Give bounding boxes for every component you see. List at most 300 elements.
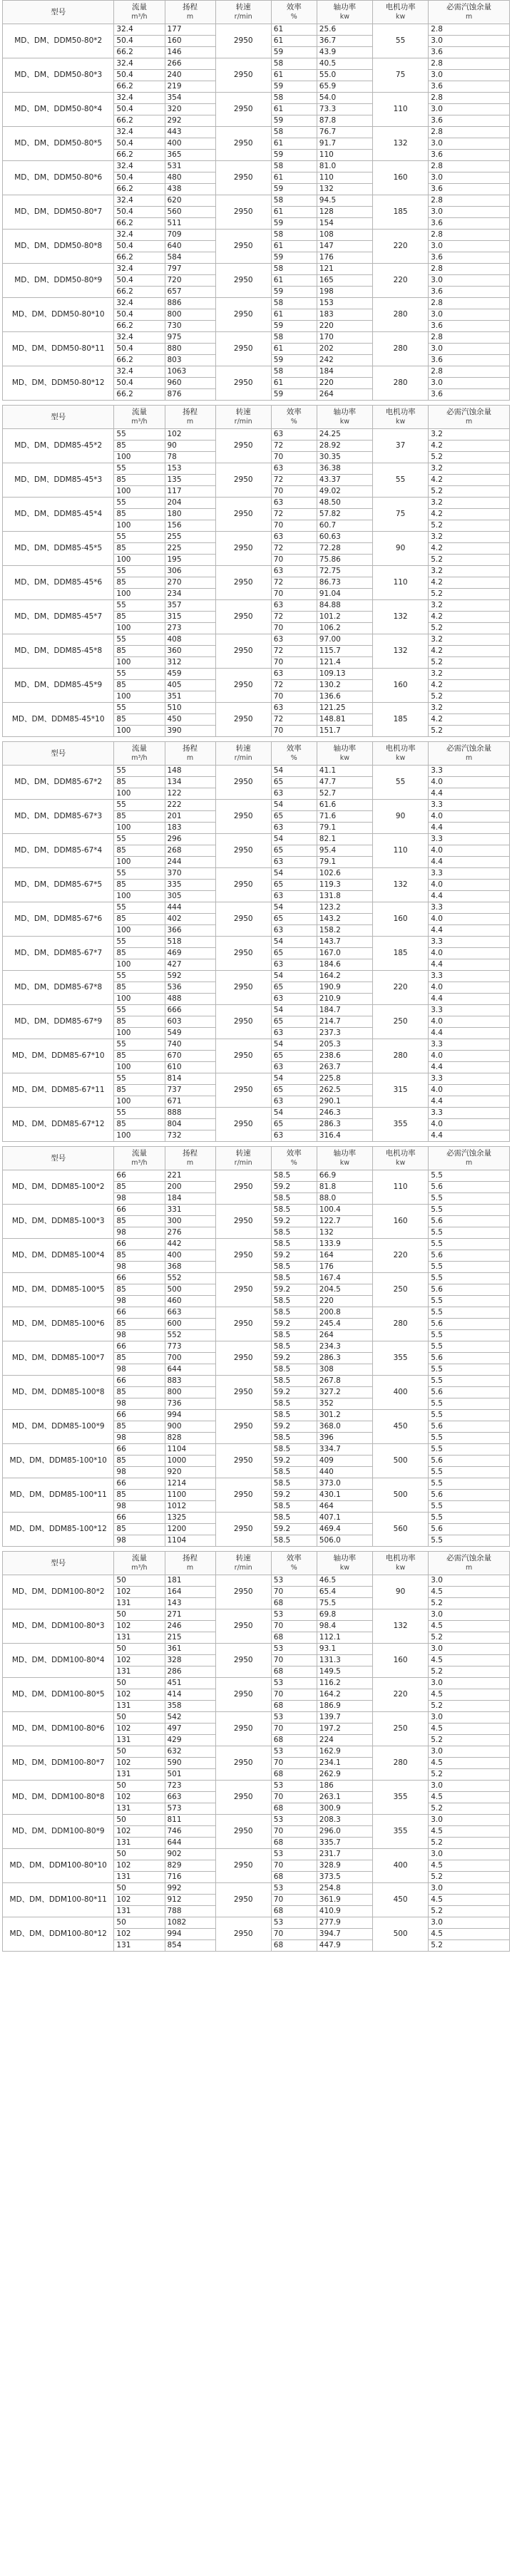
shaft-power-cell: 79.1 xyxy=(317,823,372,834)
efficiency-cell: 59.2 xyxy=(271,1319,317,1330)
speed-cell: 2950 xyxy=(215,600,271,634)
model-name-cell: MD、DM、DDM100-80*6 xyxy=(3,1712,114,1746)
npshr-cell: 3.0 xyxy=(429,1746,510,1758)
flow-cell: 100 xyxy=(114,623,165,634)
column-header-label: 电机功率 xyxy=(385,744,416,753)
head-cell: 644 xyxy=(165,1364,215,1376)
flow-cell: 98 xyxy=(114,1227,165,1239)
efficiency-cell: 58 xyxy=(271,366,317,378)
flow-cell: 131 xyxy=(114,1632,165,1644)
flow-cell: 50.4 xyxy=(114,104,165,115)
npshr-cell: 5.5 xyxy=(429,1398,510,1410)
efficiency-cell: 61 xyxy=(271,172,317,184)
npshr-cell: 4.0 xyxy=(429,1119,510,1130)
npshr-cell: 5.5 xyxy=(429,1513,510,1524)
shaft-power-cell: 164.2 xyxy=(317,971,372,982)
shaft-power-cell: 262.9 xyxy=(317,1769,372,1781)
column-header xyxy=(114,1,165,24)
shaft-power-cell: 136.6 xyxy=(317,691,372,703)
flow-cell: 100 xyxy=(114,994,165,1005)
shaft-power-cell: 131.8 xyxy=(317,891,372,902)
motor-power-cell: 220 xyxy=(372,264,428,298)
flow-cell: 50 xyxy=(114,1609,165,1621)
efficiency-cell: 68 xyxy=(271,1940,317,1952)
shaft-power-cell: 131.3 xyxy=(317,1655,372,1666)
flow-cell: 98 xyxy=(114,1193,165,1205)
npshr-cell: 5.5 xyxy=(429,1535,510,1547)
npshr-cell: 5.6 xyxy=(429,1421,510,1433)
motor-power-cell: 250 xyxy=(372,1273,428,1307)
model-name-cell: MD、DM、DDM85-67*9 xyxy=(3,1005,114,1039)
head-cell: 501 xyxy=(165,1769,215,1781)
shaft-power-cell: 149.5 xyxy=(317,1666,372,1678)
efficiency-cell: 58.5 xyxy=(271,1444,317,1456)
model-name-cell: MD、DM、DDM85-45*6 xyxy=(3,566,114,600)
efficiency-cell: 70 xyxy=(271,1689,317,1701)
head-cell: 156 xyxy=(165,520,215,532)
shaft-power-cell: 132 xyxy=(317,184,372,195)
efficiency-cell: 59.2 xyxy=(271,1216,317,1227)
npshr-cell: 5.5 xyxy=(429,1296,510,1307)
shaft-power-cell: 176 xyxy=(317,252,372,264)
shaft-power-cell: 300.9 xyxy=(317,1803,372,1815)
flow-cell: 66 xyxy=(114,1513,165,1524)
model-name-cell: MD、DM、DDM85-100*8 xyxy=(3,1376,114,1410)
column-header-unit: m³/h xyxy=(131,13,148,21)
efficiency-cell: 59.2 xyxy=(271,1456,317,1467)
flow-cell: 85 xyxy=(114,811,165,823)
speed-cell: 2950 xyxy=(215,834,271,868)
flow-cell: 98 xyxy=(114,1296,165,1307)
npshr-cell: 5.6 xyxy=(429,1182,510,1193)
npshr-cell: 5.2 xyxy=(429,452,510,463)
efficiency-cell: 63 xyxy=(271,566,317,577)
shaft-power-cell: 41.1 xyxy=(317,766,372,777)
npshr-cell: 3.3 xyxy=(429,1005,510,1016)
npshr-cell: 3.3 xyxy=(429,868,510,880)
npshr-cell: 3.0 xyxy=(429,207,510,218)
head-cell: 444 xyxy=(165,902,215,914)
head-cell: 360 xyxy=(165,646,215,657)
head-cell: 78 xyxy=(165,452,215,463)
efficiency-cell: 65 xyxy=(271,982,317,994)
flow-cell: 85 xyxy=(114,777,165,788)
npshr-cell: 5.5 xyxy=(429,1170,510,1182)
flow-cell: 32.4 xyxy=(114,161,165,172)
efficiency-cell: 58 xyxy=(271,58,317,70)
column-header xyxy=(215,1,271,24)
column-header-unit: % xyxy=(290,13,297,21)
column-header-label: 效率 xyxy=(286,1554,302,1562)
motor-power-cell: 250 xyxy=(372,1712,428,1746)
shaft-power-cell: 102.6 xyxy=(317,868,372,880)
motor-power-cell: 132 xyxy=(372,634,428,669)
shaft-power-cell: 94.5 xyxy=(317,195,372,207)
column-header-label: 效率 xyxy=(286,1149,302,1158)
head-cell: 773 xyxy=(165,1341,215,1353)
column-header-unit: m xyxy=(465,1564,473,1572)
flow-cell: 102 xyxy=(114,1621,165,1632)
head-cell: 315 xyxy=(165,612,215,623)
spec-table xyxy=(2,1146,510,1547)
head-cell: 542 xyxy=(165,1712,215,1724)
head-cell: 592 xyxy=(165,971,215,982)
column-header xyxy=(215,742,271,766)
table-row xyxy=(3,937,510,948)
efficiency-cell: 72 xyxy=(271,509,317,520)
efficiency-cell: 65 xyxy=(271,880,317,891)
shaft-power-cell: 128 xyxy=(317,207,372,218)
npshr-cell: 3.0 xyxy=(429,36,510,47)
head-cell: 900 xyxy=(165,1421,215,1433)
head-cell: 1012 xyxy=(165,1501,215,1513)
npshr-cell: 3.2 xyxy=(429,463,510,475)
head-cell: 164 xyxy=(165,1587,215,1598)
efficiency-cell: 58.5 xyxy=(271,1205,317,1216)
shaft-power-cell: 264 xyxy=(317,389,372,401)
head-cell: 328 xyxy=(165,1655,215,1666)
npshr-cell: 2.8 xyxy=(429,195,510,207)
flow-cell: 55 xyxy=(114,937,165,948)
shaft-power-cell: 198 xyxy=(317,287,372,298)
column-header xyxy=(3,1552,114,1575)
column-header-label: 扬程 xyxy=(183,3,198,11)
npshr-cell: 4.0 xyxy=(429,880,510,891)
flow-cell: 131 xyxy=(114,1803,165,1815)
flow-cell: 85 xyxy=(114,1051,165,1062)
column-header-label: 电机功率 xyxy=(385,1554,416,1562)
shaft-power-cell: 286.3 xyxy=(317,1353,372,1364)
shaft-power-cell: 95.4 xyxy=(317,845,372,857)
table-row xyxy=(3,1273,510,1284)
flow-cell: 55 xyxy=(114,634,165,646)
efficiency-cell: 58.5 xyxy=(271,1376,317,1387)
flow-cell: 66 xyxy=(114,1170,165,1182)
efficiency-cell: 65 xyxy=(271,845,317,857)
npshr-cell: 3.2 xyxy=(429,703,510,714)
flow-cell: 50.4 xyxy=(114,138,165,150)
column-header-unit: m xyxy=(186,754,194,762)
npshr-cell: 5.2 xyxy=(429,1769,510,1781)
head-cell: 90 xyxy=(165,441,215,452)
column-header xyxy=(317,1,372,24)
head-cell: 402 xyxy=(165,914,215,925)
column-header-unit: m³/h xyxy=(131,418,148,426)
flow-cell: 66 xyxy=(114,1273,165,1284)
column-header-unit: kw xyxy=(339,1564,350,1572)
column-header xyxy=(271,406,317,429)
column-header-label: 必需汽蚀余量 xyxy=(446,1554,492,1562)
head-cell: 737 xyxy=(165,1085,215,1096)
efficiency-cell: 63 xyxy=(271,1096,317,1108)
npshr-cell: 2.8 xyxy=(429,366,510,378)
speed-cell: 2950 xyxy=(215,971,271,1005)
shaft-power-cell: 373.0 xyxy=(317,1478,372,1490)
column-header xyxy=(3,1147,114,1170)
motor-power-cell: 355 xyxy=(372,1781,428,1815)
npshr-cell: 3.0 xyxy=(429,1781,510,1792)
efficiency-cell: 58.5 xyxy=(271,1467,317,1478)
efficiency-cell: 70 xyxy=(271,589,317,600)
header-row xyxy=(3,406,510,429)
spec-section xyxy=(0,741,512,1142)
column-header xyxy=(165,1552,215,1575)
head-cell: 912 xyxy=(165,1895,215,1906)
efficiency-cell: 63 xyxy=(271,429,317,441)
flow-cell: 85 xyxy=(114,1456,165,1467)
flow-cell: 131 xyxy=(114,1598,165,1609)
table-row xyxy=(3,1712,510,1724)
flow-cell: 50.4 xyxy=(114,344,165,355)
npshr-cell: 3.3 xyxy=(429,766,510,777)
flow-cell: 50.4 xyxy=(114,275,165,287)
model-name-cell: MD、DM、DDM50-80*10 xyxy=(3,298,114,332)
column-header xyxy=(429,406,510,429)
flow-cell: 55 xyxy=(114,498,165,509)
head-cell: 552 xyxy=(165,1273,215,1284)
head-cell: 510 xyxy=(165,703,215,714)
column-header-label: 转速 xyxy=(235,1149,251,1158)
efficiency-cell: 72 xyxy=(271,577,317,589)
efficiency-cell: 63 xyxy=(271,634,317,646)
efficiency-cell: 58 xyxy=(271,332,317,344)
model-name-cell: MD、DM、DDM100-80*5 xyxy=(3,1678,114,1712)
model-name-cell: MD、DM、DDM100-80*11 xyxy=(3,1883,114,1917)
shaft-power-cell: 327.2 xyxy=(317,1387,372,1398)
shaft-power-cell: 106.2 xyxy=(317,623,372,634)
flow-cell: 50.4 xyxy=(114,309,165,321)
npshr-cell: 3.3 xyxy=(429,1073,510,1085)
flow-cell: 50 xyxy=(114,1917,165,1929)
npshr-cell: 5.2 xyxy=(429,486,510,498)
shaft-power-cell: 121 xyxy=(317,264,372,275)
efficiency-cell: 54 xyxy=(271,1039,317,1051)
model-name-cell: MD、DM、DDM100-80*3 xyxy=(3,1609,114,1644)
column-header xyxy=(215,1147,271,1170)
speed-cell: 2950 xyxy=(215,1815,271,1849)
efficiency-cell: 58 xyxy=(271,161,317,172)
shaft-power-cell: 86.73 xyxy=(317,577,372,589)
flow-cell: 100 xyxy=(114,959,165,971)
motor-power-cell: 160 xyxy=(372,1644,428,1678)
flow-cell: 85 xyxy=(114,1085,165,1096)
efficiency-cell: 59.2 xyxy=(271,1490,317,1501)
column-header-label: 必需汽蚀余量 xyxy=(446,1149,492,1158)
efficiency-cell: 72 xyxy=(271,714,317,726)
shaft-power-cell: 28.92 xyxy=(317,441,372,452)
speed-cell: 2950 xyxy=(215,1849,271,1883)
table-row xyxy=(3,1039,510,1051)
flow-cell: 50 xyxy=(114,1678,165,1689)
speed-cell: 2950 xyxy=(215,1478,271,1513)
shaft-power-cell: 109.13 xyxy=(317,669,372,680)
model-name-cell: MD、DM、DDM50-80*7 xyxy=(3,195,114,230)
shaft-power-cell: 60.7 xyxy=(317,520,372,532)
column-header-label: 扬程 xyxy=(183,1554,198,1562)
speed-cell: 2950 xyxy=(215,566,271,600)
motor-power-cell: 355 xyxy=(372,1341,428,1376)
shaft-power-cell: 130.2 xyxy=(317,680,372,691)
shaft-power-cell: 148.81 xyxy=(317,714,372,726)
model-name-cell: MD、DM、DDM85-67*3 xyxy=(3,800,114,834)
npshr-cell: 2.8 xyxy=(429,332,510,344)
efficiency-cell: 58.5 xyxy=(271,1170,317,1182)
head-cell: 153 xyxy=(165,463,215,475)
head-cell: 181 xyxy=(165,1575,215,1587)
flow-cell: 66.2 xyxy=(114,81,165,93)
shaft-power-cell: 242 xyxy=(317,355,372,366)
efficiency-cell: 70 xyxy=(271,520,317,532)
head-cell: 354 xyxy=(165,93,215,104)
npshr-cell: 5.2 xyxy=(429,589,510,600)
efficiency-cell: 70 xyxy=(271,1655,317,1666)
efficiency-cell: 59.2 xyxy=(271,1182,317,1193)
column-header xyxy=(317,1552,372,1575)
shaft-power-cell: 101.2 xyxy=(317,612,372,623)
npshr-cell: 5.6 xyxy=(429,1524,510,1535)
column-header xyxy=(165,742,215,766)
npshr-cell: 5.5 xyxy=(429,1239,510,1250)
column-header-label: 必需汽蚀余量 xyxy=(446,744,492,753)
efficiency-cell: 58.5 xyxy=(271,1535,317,1547)
model-name-cell: MD、DM、DDM100-80*2 xyxy=(3,1575,114,1609)
flow-cell: 100 xyxy=(114,520,165,532)
table-row xyxy=(3,498,510,509)
flow-cell: 55 xyxy=(114,703,165,714)
flow-cell: 32.4 xyxy=(114,195,165,207)
efficiency-cell: 68 xyxy=(271,1701,317,1712)
flow-cell: 85 xyxy=(114,543,165,555)
flow-cell: 50 xyxy=(114,1746,165,1758)
head-cell: 201 xyxy=(165,811,215,823)
shaft-power-cell: 167.4 xyxy=(317,1273,372,1284)
npshr-cell: 4.2 xyxy=(429,680,510,691)
head-cell: 1214 xyxy=(165,1478,215,1490)
table-row xyxy=(3,230,510,241)
flow-cell: 100 xyxy=(114,1130,165,1142)
speed-cell: 2950 xyxy=(215,1781,271,1815)
head-cell: 720 xyxy=(165,275,215,287)
flow-cell: 66 xyxy=(114,1410,165,1421)
efficiency-cell: 61 xyxy=(271,241,317,252)
model-name-cell: MD、DM、DDM50-80*8 xyxy=(3,230,114,264)
head-cell: 300 xyxy=(165,1216,215,1227)
flow-cell: 55 xyxy=(114,1073,165,1085)
npshr-cell: 4.4 xyxy=(429,1028,510,1039)
speed-cell: 2950 xyxy=(215,1883,271,1917)
efficiency-cell: 63 xyxy=(271,857,317,868)
flow-cell: 85 xyxy=(114,1284,165,1296)
npshr-cell: 5.5 xyxy=(429,1262,510,1273)
model-name-cell: MD、DM、DDM50-80*9 xyxy=(3,264,114,298)
column-header xyxy=(372,1552,428,1575)
flow-cell: 100 xyxy=(114,891,165,902)
shaft-power-cell: 133.9 xyxy=(317,1239,372,1250)
table-row xyxy=(3,24,510,36)
speed-cell: 2950 xyxy=(215,766,271,800)
motor-power-cell: 315 xyxy=(372,1073,428,1108)
efficiency-cell: 59.2 xyxy=(271,1250,317,1262)
head-cell: 469 xyxy=(165,948,215,959)
motor-power-cell: 450 xyxy=(372,1410,428,1444)
column-header xyxy=(165,1,215,24)
speed-cell: 2950 xyxy=(215,937,271,971)
table-row xyxy=(3,298,510,309)
flow-cell: 100 xyxy=(114,486,165,498)
motor-power-cell: 132 xyxy=(372,868,428,902)
flow-cell: 85 xyxy=(114,612,165,623)
column-header-unit: m³/h xyxy=(131,754,148,762)
efficiency-cell: 59.2 xyxy=(271,1353,317,1364)
shaft-power-cell: 143.2 xyxy=(317,914,372,925)
speed-cell: 2950 xyxy=(215,463,271,498)
column-header-unit: m xyxy=(465,13,473,21)
head-cell: 443 xyxy=(165,127,215,138)
shaft-power-cell: 122.7 xyxy=(317,1216,372,1227)
column-header-label: 流量 xyxy=(131,744,147,753)
efficiency-cell: 58 xyxy=(271,264,317,275)
head-cell: 888 xyxy=(165,1108,215,1119)
flow-cell: 85 xyxy=(114,680,165,691)
head-cell: 603 xyxy=(165,1016,215,1028)
column-header-unit: m xyxy=(465,754,473,762)
head-cell: 1082 xyxy=(165,1917,215,1929)
flow-cell: 85 xyxy=(114,475,165,486)
shaft-power-cell: 220 xyxy=(317,321,372,332)
head-cell: 732 xyxy=(165,1130,215,1142)
column-header xyxy=(372,406,428,429)
motor-power-cell: 160 xyxy=(372,669,428,703)
head-cell: 273 xyxy=(165,623,215,634)
npshr-cell: 3.3 xyxy=(429,1039,510,1051)
column-header-unit: % xyxy=(290,418,297,426)
table-row xyxy=(3,1781,510,1792)
efficiency-cell: 63 xyxy=(271,703,317,714)
shaft-power-cell: 121.4 xyxy=(317,657,372,669)
column-header-label: 电机功率 xyxy=(385,408,416,416)
head-cell: 225 xyxy=(165,543,215,555)
speed-cell: 2950 xyxy=(215,366,271,401)
npshr-cell: 4.0 xyxy=(429,777,510,788)
npshr-cell: 5.5 xyxy=(429,1330,510,1341)
flow-cell: 85 xyxy=(114,509,165,520)
efficiency-cell: 63 xyxy=(271,1130,317,1142)
flow-cell: 50 xyxy=(114,1815,165,1826)
head-cell: 117 xyxy=(165,486,215,498)
head-cell: 828 xyxy=(165,1433,215,1444)
head-cell: 590 xyxy=(165,1758,215,1769)
shaft-power-cell: 308 xyxy=(317,1364,372,1376)
head-cell: 531 xyxy=(165,161,215,172)
column-header xyxy=(215,406,271,429)
npshr-cell: 3.0 xyxy=(429,1883,510,1895)
efficiency-cell: 59 xyxy=(271,47,317,58)
column-header xyxy=(372,742,428,766)
flow-cell: 32.4 xyxy=(114,366,165,378)
head-cell: 296 xyxy=(165,834,215,845)
npshr-cell: 3.2 xyxy=(429,429,510,441)
flow-cell: 50 xyxy=(114,1883,165,1895)
column-header-unit: m³/h xyxy=(131,1159,148,1167)
npshr-cell: 4.2 xyxy=(429,577,510,589)
speed-cell: 2950 xyxy=(215,127,271,161)
shaft-power-cell: 151.7 xyxy=(317,726,372,737)
flow-cell: 55 xyxy=(114,566,165,577)
npshr-cell: 5.6 xyxy=(429,1216,510,1227)
head-cell: 740 xyxy=(165,1039,215,1051)
head-cell: 320 xyxy=(165,104,215,115)
model-name-cell: MD、DM、DDM85-45*3 xyxy=(3,463,114,498)
